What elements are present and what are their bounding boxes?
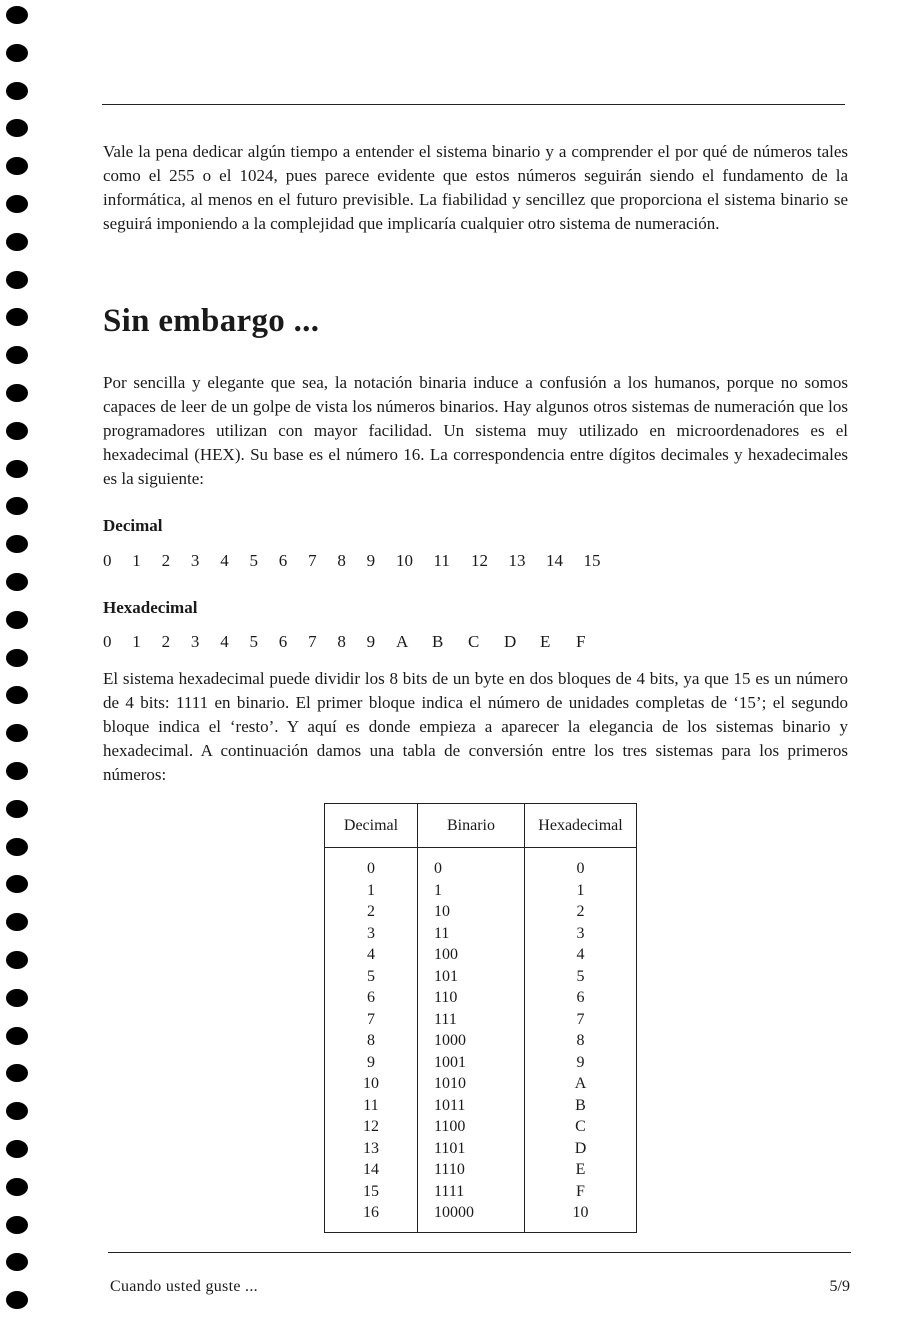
binder-hole	[6, 44, 28, 62]
hexadecimal-cell: 7	[576, 1010, 585, 1028]
paragraph-hex-intro: Por sencilla y elegante que sea, la notación binaria induce a confusión a los humanos, porque no somos capaces de leer de un golpe de vista los números binarios. Hay algunos otros sistemas de numeración que los programadores utilizan con mayor facilidad. Un sistema muy utilizado en microordenadores es el hexadecimal (HEX). Su base es el número 16. La correspondencia entre dígitos decimales y hexadecimales es la siguiente:	[103, 373, 848, 488]
binder-holes	[6, 0, 32, 1334]
binder-hole	[6, 989, 28, 1007]
decimal-cell: 14	[325, 1159, 418, 1181]
decimal-cell: 3	[325, 923, 418, 945]
hex-digit: 4	[220, 632, 229, 651]
binder-hole	[6, 1216, 28, 1234]
table-row	[325, 944, 637, 966]
binary-cell: 10000	[418, 1202, 525, 1232]
hexadecimal-cell: 6	[576, 989, 585, 1006]
binder-hole	[6, 1102, 28, 1120]
decimal-digit: 13	[508, 551, 526, 570]
paragraph-conversion: El sistema hexadecimal puede dividir los 8 bits de un byte en dos bloques de 4 bits, ya que 15 es un número de 4 bits: 1111 en binario. El primer bloque indica el número de unidades completas de ‘15’; el segundo bloque indica el ‘resto’. Y aquí es donde empieza a aparecer la elegancia de los sistemas binario y hexadecimal. A continuación damos una tabla de conversión entre los tres sistemas para los primeros números:	[103, 669, 848, 784]
decimal-cell: 2	[325, 901, 418, 923]
table-row	[325, 987, 637, 1009]
decimal-cell: 12	[325, 1116, 418, 1138]
binary-cell: 111	[418, 1009, 525, 1031]
binder-hole	[6, 1140, 28, 1158]
binder-hole	[6, 1064, 28, 1082]
conversion-table	[324, 803, 637, 1233]
hexadecimal-cell: 2	[576, 903, 585, 920]
section-heading: Sin embargo ...	[103, 303, 320, 339]
hexadecimal-cell: C	[575, 1118, 586, 1135]
hex-digit: 5	[249, 632, 258, 651]
binder-hole	[6, 157, 28, 175]
decimal-digit: 8	[337, 551, 346, 570]
intro-paragraph: Vale la pena dedicar algún tiempo a entender el sistema binario y a comprender el por qué de números tales como el 255 o el 1024, pues parece evidente que estos números seguirán siendo el fundamento de la informática, al menos en el futuro previsible. La fiabilidad y sencillez que proporciona el sistema binario se seguirá imponiendo a la complejidad que implicaría cualquier otro sistema de numeración.	[103, 142, 848, 233]
hex-digit: E	[539, 632, 551, 651]
decimal-cell: 9	[325, 1052, 418, 1074]
decimal-digit: 10	[395, 551, 413, 570]
binder-hole	[6, 611, 28, 629]
hexadecimal-cell: 8	[576, 1032, 585, 1049]
decimal-digit: 4	[220, 551, 229, 570]
hex-digit: F	[575, 632, 586, 651]
binary-cell: 10	[418, 901, 525, 923]
hexadecimal-cell: 4	[576, 946, 585, 963]
binary-cell: 1	[418, 880, 525, 902]
column-header-binary: Binario	[418, 804, 525, 848]
decimal-digit-row	[103, 551, 621, 571]
hex-digit-row	[103, 632, 612, 652]
table-row	[325, 923, 637, 945]
binder-hole	[6, 686, 28, 704]
hex-digit: B	[431, 632, 444, 651]
column-header-hexadecimal: Hexadecimal	[525, 804, 637, 848]
binder-hole	[6, 724, 28, 742]
hexadecimal-cell: E	[575, 1161, 586, 1178]
hexadecimal-cell: D	[574, 1139, 587, 1157]
table-row	[325, 1009, 637, 1031]
page-number: 5/9	[829, 1278, 850, 1295]
binder-hole	[6, 497, 28, 515]
table-header-row	[325, 804, 637, 848]
table-row	[325, 1030, 637, 1052]
binder-hole	[6, 1253, 28, 1271]
binary-cell: 1001	[418, 1052, 525, 1074]
decimal-cell: 16	[325, 1202, 418, 1232]
table-row	[325, 1052, 637, 1074]
decimal-digit: 12	[470, 551, 488, 570]
binder-hole	[6, 422, 28, 440]
binary-cell: 1000	[418, 1030, 525, 1052]
decimal-cell: 5	[325, 966, 418, 988]
binder-hole	[6, 951, 28, 969]
decimal-digit: 14	[545, 551, 563, 570]
hexadecimal-cell: 5	[576, 967, 585, 985]
binary-cell: 1011	[418, 1095, 525, 1117]
decimal-cell: 8	[325, 1030, 418, 1052]
binary-cell: 1110	[418, 1159, 525, 1181]
hex-digit: 3	[190, 632, 200, 651]
binder-hole	[6, 346, 28, 364]
decimal-cell: 13	[325, 1138, 418, 1160]
decimal-digit: 9	[366, 551, 376, 570]
hexadecimal-label: Hexadecimal	[103, 598, 198, 617]
footer-title: Cuando usted guste ...	[110, 1278, 258, 1295]
binary-cell: 100	[418, 944, 525, 966]
decimal-digit: 6	[278, 551, 288, 570]
binary-cell: 1101	[418, 1138, 525, 1160]
hexadecimal-cell: 0	[576, 860, 585, 877]
binder-hole	[6, 195, 28, 213]
hex-digit: 6	[278, 632, 288, 651]
binary-cell: 101	[418, 966, 525, 988]
binder-hole	[6, 119, 28, 137]
binary-cell: 11	[418, 923, 525, 945]
table-row	[325, 1159, 637, 1181]
decimal-digit: 5	[249, 551, 258, 570]
binder-hole	[6, 233, 28, 251]
column-header-decimal: Decimal	[325, 804, 418, 848]
binder-hole	[6, 6, 28, 24]
decimal-digit: 15	[583, 551, 601, 570]
hexadecimal-cell: 3	[576, 924, 585, 942]
hex-digit: A	[395, 632, 409, 651]
binder-hole	[6, 460, 28, 478]
binder-hole	[6, 535, 28, 553]
hex-digit: C	[467, 632, 480, 651]
decimal-cell: 1	[325, 880, 418, 902]
table-row	[325, 1138, 637, 1160]
binder-hole	[6, 308, 28, 326]
decimal-cell: 10	[325, 1073, 418, 1095]
binder-hole	[6, 573, 28, 591]
hexadecimal-cell: A	[574, 1075, 587, 1092]
decimal-digit: 1	[132, 551, 141, 570]
decimal-cell: 6	[325, 987, 418, 1009]
decimal-digit: 2	[161, 551, 171, 570]
binder-hole	[6, 838, 28, 856]
table-row	[325, 848, 637, 880]
table-row	[325, 1073, 637, 1095]
binary-cell: 0	[418, 848, 525, 880]
binary-cell: 1111	[418, 1181, 525, 1203]
hexadecimal-cell: 1	[576, 881, 585, 899]
hex-digit: 9	[366, 632, 376, 651]
decimal-digit: 3	[190, 551, 200, 570]
decimal-digit: 7	[308, 551, 317, 570]
table-row	[325, 1095, 637, 1117]
binder-hole	[6, 800, 28, 818]
decimal-cell: 15	[325, 1181, 418, 1203]
table-row	[325, 966, 637, 988]
table-row	[325, 1202, 637, 1232]
hexadecimal-cell: F	[576, 1182, 585, 1200]
binder-hole	[6, 384, 28, 402]
table-row	[325, 901, 637, 923]
decimal-cell: 0	[325, 848, 418, 880]
decimal-cell: 4	[325, 944, 418, 966]
hex-digit: 2	[161, 632, 171, 651]
binder-hole	[6, 1178, 28, 1196]
binder-hole	[6, 1291, 28, 1309]
hex-digit: 1	[132, 632, 141, 651]
decimal-digit: 0	[103, 551, 112, 570]
binder-hole	[6, 649, 28, 667]
hexadecimal-cell: B	[575, 1096, 586, 1114]
table-row	[325, 1181, 637, 1203]
binder-hole	[6, 875, 28, 893]
binary-cell: 1010	[418, 1073, 525, 1095]
binder-hole	[6, 913, 28, 931]
binary-cell: 1100	[418, 1116, 525, 1138]
binder-hole	[6, 82, 28, 100]
top-rule	[102, 104, 845, 105]
footer-rule	[108, 1252, 851, 1253]
binder-hole	[6, 271, 28, 289]
decimal-label: Decimal	[103, 516, 163, 535]
binary-cell: 110	[418, 987, 525, 1009]
decimal-cell: 11	[325, 1095, 418, 1117]
hexadecimal-cell: 9	[576, 1053, 585, 1071]
table-row	[325, 1116, 637, 1138]
hex-digit: D	[503, 632, 517, 651]
hex-digit: 8	[337, 632, 346, 651]
hexadecimal-cell: 10	[572, 1204, 589, 1221]
decimal-cell: 7	[325, 1009, 418, 1031]
table-row	[325, 880, 637, 902]
binder-hole	[6, 1027, 28, 1045]
binder-hole	[6, 762, 28, 780]
hex-digit: 0	[103, 632, 112, 651]
decimal-digit: 11	[433, 551, 450, 570]
hex-digit: 7	[308, 632, 317, 651]
